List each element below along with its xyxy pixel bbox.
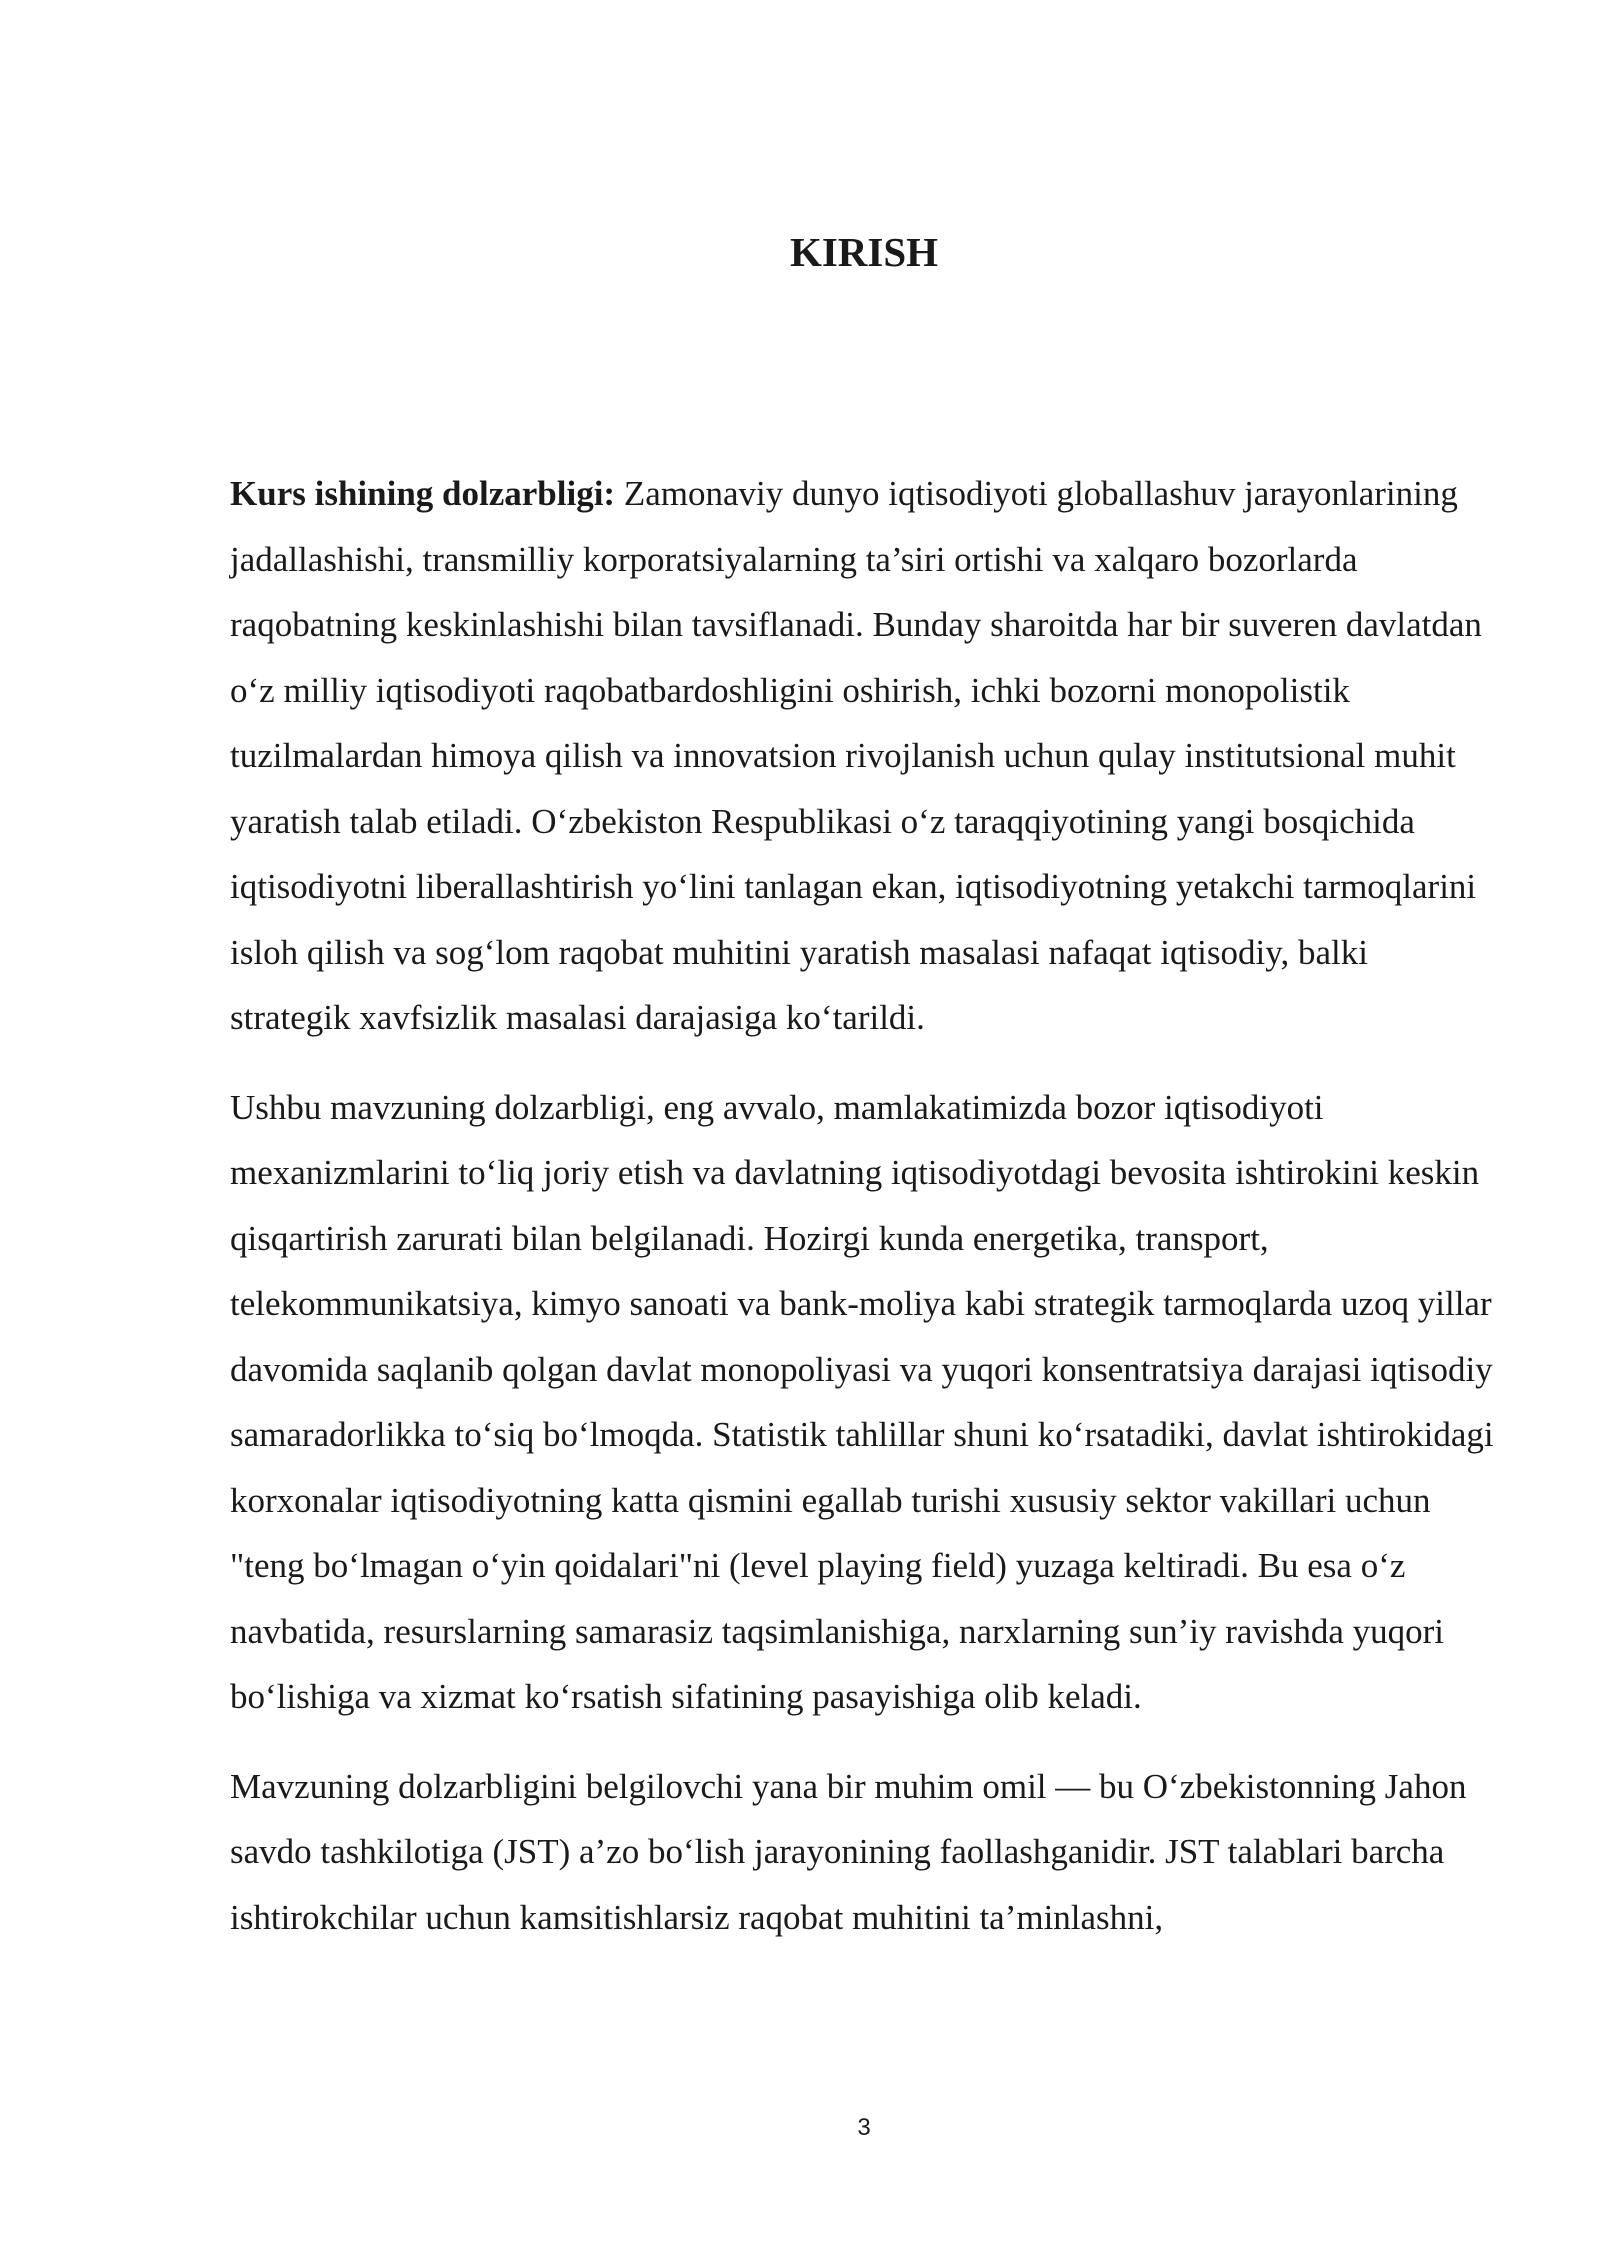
paragraph-relevance	[230, 461, 1495, 1051]
section-title: KIRISH	[789, 229, 939, 275]
paragraph-lead: Kurs ishining dolzarbligi:	[230, 474, 616, 513]
paragraph-market-economy: Ushbu mavzuning dolzarbligi, eng avvalo, mamlakatimizda bozor iqtisodiyoti mexanizmlarini to‘liq joriy etish va davlatning iqtisodiyotdagi bevosita ishtirokini keskin qisqartirish zarurati bilan belgilanadi. Hozirgi kunda energetika, transport, telekommunikatsiya, kimyo sanoati va bank-moliya kabi strategik tarmoqlarda uzoq yillar davomida saqlanib qolgan davlat monopoliyasi va yuqori konsentratsiya darajasi iqtisodiy samaradorlikka to‘siq bo‘lmoqda. Statistik tahlillar shuni ko‘rsatadiki, davlat ishtirokidagi korxonalar iqtisodiyotning katta qismini egallab turishi xususiy sektor vakillari uchun "teng bo‘lmagan o‘yin qoidalari"ni (level playing field) yuzaga keltiradi. Bu esa o‘z navbatida, resurslarning samarasiz taqsimlanishiga, narxlarning sun’iy ravishda yuqori bo‘lishiga va xizmat ko‘rsatish sifatining pasayishiga olib keladi.	[230, 1087, 1494, 1716]
paragraph-wto: Mavzuning dolzarbligini belgilovchi yana bir muhim omil — bu O‘zbekistonning Jahon savdo tashkilotiga (JST) a’zo bo‘lish jarayonining faollashganidir. JST talablari barcha ishtirokchilar uchun kamsitishlarsiz raqobat muhitini ta’minlashni,	[230, 1766, 1467, 1937]
body-text	[230, 461, 1495, 1950]
paragraph-text: Zamonaviy dunyo iqtisodiyoti globallashuv jarayonlarining jadallashishi, transmilliy korporatsiyalarning ta’siri ortishi va xalqaro bozorlarda raqobatning keskinlashishi bilan tavsiflanadi. Bunday sharoitda har bir suveren davlatdan o‘z milliy iqtisodiyoti raqobatbardoshligini oshirish, ichki bozorni monopolistik tuzilmalardan himoya qilish va innovatsion rivojlanish uchun qulay institutsional muhit yaratish talab etiladi. O‘zbekiston Respublikasi o‘z taraqqiyotining yangi bosqichida iqtisodiyotni liberallashtirish yo‘lini tanlagan ekan, iqtisodiyotning yetakchi tarmoqlarini isloh qilish va sog‘lom raqobat muhitini yaratish masalasi nafaqat iqtisodiy, balki strategik xavfsizlik masalasi darajasiga ko‘tarildi.	[230, 474, 1482, 1037]
page-number: 3	[857, 2114, 871, 2141]
